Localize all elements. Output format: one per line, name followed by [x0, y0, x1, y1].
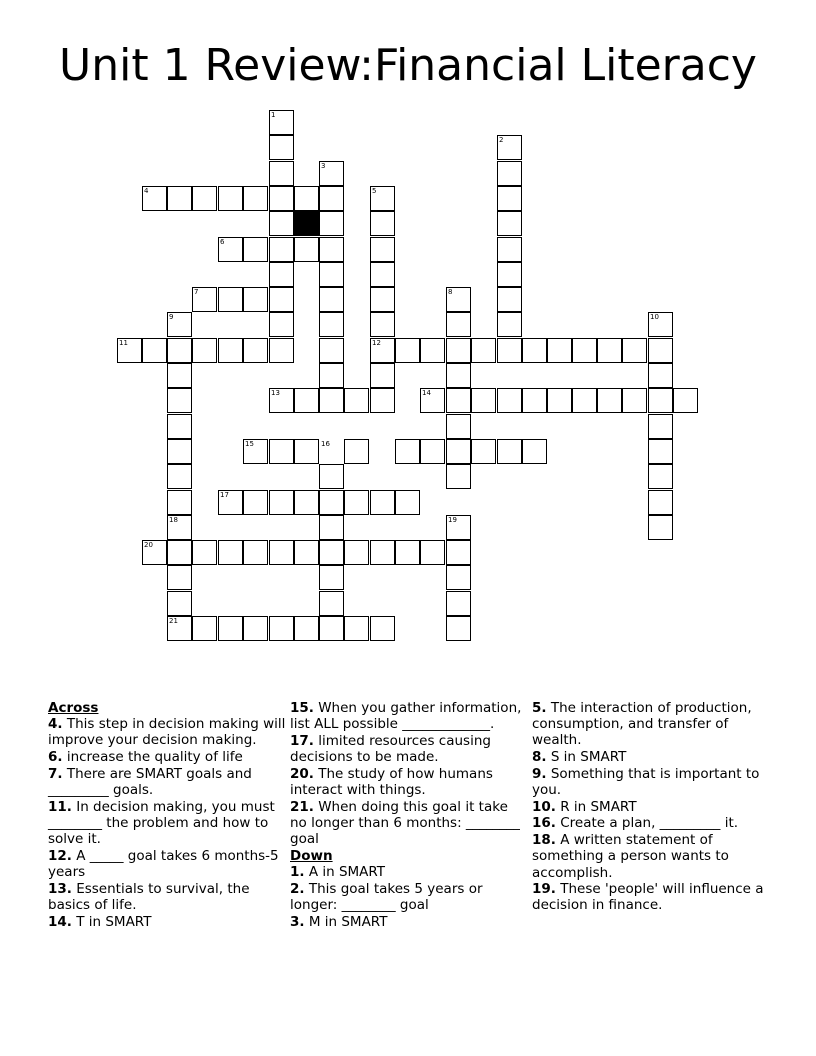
- grid-cell[interactable]: [269, 287, 294, 312]
- grid-cell[interactable]: [167, 464, 192, 489]
- clue-text: Create a plan, _________ it.: [555, 815, 739, 832]
- down-clue: [290, 864, 522, 880]
- grid-cell[interactable]: [319, 262, 344, 287]
- grid-cell[interactable]: [497, 287, 522, 312]
- clue-number: 8.: [532, 749, 547, 766]
- grid-cell[interactable]: [597, 338, 622, 363]
- grid-cell[interactable]: [319, 515, 344, 540]
- grid-cell[interactable]: [319, 363, 344, 388]
- grid-cell[interactable]: [446, 338, 471, 363]
- clue-number: 2.: [290, 880, 305, 897]
- clue-number-label: 9: [169, 313, 174, 321]
- clue-text: S in SMART: [546, 749, 627, 766]
- across-clue: [48, 848, 288, 880]
- grid-cell[interactable]: [319, 388, 344, 413]
- grid-cell[interactable]: [446, 591, 471, 616]
- clue-number: 20.: [290, 765, 314, 782]
- grid-cell[interactable]: [269, 490, 294, 515]
- grid-cell[interactable]: [243, 490, 268, 515]
- grid-cell[interactable]: [597, 388, 622, 413]
- clue-number: 21.: [290, 798, 314, 815]
- grid-cell[interactable]: [344, 388, 369, 413]
- grid-cell[interactable]: [269, 237, 294, 262]
- clue-number: 4.: [48, 716, 63, 733]
- grid-cell[interactable]: [192, 186, 217, 211]
- down-heading: Down: [290, 847, 333, 864]
- across-clue: [290, 799, 522, 848]
- grid-cell[interactable]: [294, 388, 319, 413]
- grid-cell[interactable]: [497, 237, 522, 262]
- page-title: Unit 1 Review:Financial Literacy: [59, 40, 757, 91]
- clue-text: A _____ goal takes 6 months-5 years: [48, 847, 279, 881]
- grid-cell[interactable]: [446, 363, 471, 388]
- grid-cell[interactable]: [522, 439, 547, 464]
- grid-cell[interactable]: [446, 540, 471, 565]
- grid-cell[interactable]: [471, 388, 496, 413]
- grid-cell[interactable]: [471, 338, 496, 363]
- grid-cell[interactable]: [395, 439, 420, 464]
- grid-cell[interactable]: [269, 211, 294, 236]
- grid-cell[interactable]: [192, 540, 217, 565]
- grid-cell[interactable]: [319, 540, 344, 565]
- clue-number-label: 21: [169, 617, 178, 625]
- clue-number: 3.: [290, 913, 305, 930]
- down-clue: [532, 881, 772, 913]
- clue-text: The study of how humans interact with things.: [290, 765, 493, 799]
- grid-cell[interactable]: [471, 439, 496, 464]
- grid-cell[interactable]: [497, 161, 522, 186]
- grid-cell[interactable]: [167, 388, 192, 413]
- grid-cell[interactable]: [370, 363, 395, 388]
- grid-cell[interactable]: [319, 490, 344, 515]
- grid-cell[interactable]: [294, 616, 319, 641]
- clue-text: increase the quality of life: [62, 749, 243, 766]
- grid-cell[interactable]: [167, 591, 192, 616]
- grid-cell[interactable]: [497, 211, 522, 236]
- clue-number-label: 14: [422, 389, 431, 397]
- grid-cell[interactable]: [218, 616, 243, 641]
- grid-cell[interactable]: [269, 338, 294, 363]
- grid-cell[interactable]: [269, 540, 294, 565]
- clue-number: 12.: [48, 847, 72, 864]
- across-clue: [290, 766, 522, 798]
- down-clue: [532, 815, 772, 831]
- grid-cell[interactable]: [192, 338, 217, 363]
- grid-cell[interactable]: [420, 540, 445, 565]
- clue-text: Something that is important to you.: [532, 765, 760, 799]
- grid-cell[interactable]: [319, 565, 344, 590]
- grid-cell[interactable]: [497, 186, 522, 211]
- grid-cell[interactable]: [269, 135, 294, 160]
- grid-cell[interactable]: [192, 616, 217, 641]
- grid-cell[interactable]: [319, 237, 344, 262]
- grid-cell[interactable]: [420, 338, 445, 363]
- clue-text: T in SMART: [71, 913, 152, 930]
- down-clue: [290, 881, 522, 913]
- clues-column-1: [48, 700, 288, 930]
- clue-text: The interaction of production, consumption, and transfer of wealth.: [532, 700, 752, 749]
- grid-cell[interactable]: [673, 388, 698, 413]
- grid-cell[interactable]: [370, 237, 395, 262]
- clue-text: A in SMART: [304, 864, 386, 881]
- grid-cell[interactable]: [218, 287, 243, 312]
- grid-cell[interactable]: [648, 363, 673, 388]
- grid-cell[interactable]: [218, 540, 243, 565]
- grid-cell[interactable]: [269, 312, 294, 337]
- across-clue: [48, 766, 288, 798]
- grid-cell[interactable]: [446, 464, 471, 489]
- grid-cell[interactable]: [446, 414, 471, 439]
- clue-number: 16.: [532, 815, 556, 832]
- grid-cell[interactable]: [218, 338, 243, 363]
- clue-number: 13.: [48, 880, 72, 897]
- clues-column-3: [532, 700, 772, 914]
- clue-text: These 'people' will influence a decision in finance.: [532, 881, 764, 914]
- down-clue: [290, 914, 522, 930]
- grid-cell[interactable]: [497, 439, 522, 464]
- grid-cell[interactable]: [446, 388, 471, 413]
- clue-number-label: 6: [220, 238, 225, 246]
- grid-cell[interactable]: [648, 515, 673, 540]
- grid-cell[interactable]: [294, 237, 319, 262]
- grid-cell[interactable]: [395, 540, 420, 565]
- clue-number-label: 7: [194, 288, 199, 296]
- grid-cell[interactable]: [167, 439, 192, 464]
- across-heading: Across: [48, 700, 99, 716]
- grid-cell[interactable]: [522, 338, 547, 363]
- grid-cell[interactable]: [370, 490, 395, 515]
- grid-cell[interactable]: [420, 439, 445, 464]
- clues-column-2: [290, 700, 522, 930]
- grid-cell[interactable]: [547, 388, 572, 413]
- grid-cell[interactable]: [344, 616, 369, 641]
- grid-cell[interactable]: [269, 439, 294, 464]
- grid-cell[interactable]: [269, 186, 294, 211]
- grid-cell[interactable]: [370, 211, 395, 236]
- clue-number: 15.: [290, 700, 314, 716]
- clue-number-label: 2: [499, 136, 504, 144]
- grid-cell[interactable]: [497, 388, 522, 413]
- clue-text: A written statement of something a person wants to accomplish.: [532, 832, 729, 881]
- clue-number-label: 8: [448, 288, 453, 296]
- grid-cell[interactable]: [243, 338, 268, 363]
- grid-cell[interactable]: [648, 388, 673, 413]
- grid-cell[interactable]: [319, 464, 344, 489]
- clue-number-label: 17: [220, 491, 229, 499]
- grid-cell[interactable]: [370, 312, 395, 337]
- clue-number-label: 3: [321, 162, 326, 170]
- across-clue: [48, 914, 288, 930]
- clue-number: 9.: [532, 765, 547, 782]
- grid-cell[interactable]: [395, 338, 420, 363]
- grid-cell[interactable]: [648, 464, 673, 489]
- grid-cell[interactable]: [243, 237, 268, 262]
- across-clue: [48, 881, 288, 913]
- clue-number-label: 4: [144, 187, 149, 195]
- clue-text: When you gather information, list ALL possible _____________.: [290, 700, 522, 733]
- clue-number-label: 5: [372, 187, 377, 195]
- grid-cell[interactable]: [167, 186, 192, 211]
- grid-cell[interactable]: [269, 161, 294, 186]
- grid-cell[interactable]: [370, 540, 395, 565]
- grid-cell[interactable]: [294, 186, 319, 211]
- clue-text: Essentials to survival, the basics of life.: [48, 880, 250, 913]
- grid-cell[interactable]: [294, 540, 319, 565]
- down-clue: [532, 799, 772, 815]
- across-clue: [290, 733, 522, 765]
- clue-text: This step in decision making will improve your decision making.: [48, 716, 286, 749]
- grid-cell[interactable]: [446, 565, 471, 590]
- grid-cell[interactable]: [344, 540, 369, 565]
- grid-cell[interactable]: [269, 262, 294, 287]
- grid-cell[interactable]: [167, 414, 192, 439]
- down-clue: [532, 700, 772, 749]
- grid-cell[interactable]: [344, 490, 369, 515]
- clue-number-label: 12: [372, 339, 381, 347]
- grid-cell[interactable]: [294, 490, 319, 515]
- grid-cell[interactable]: [370, 388, 395, 413]
- clue-number-label: 20: [144, 541, 153, 549]
- grid-cell[interactable]: [370, 262, 395, 287]
- grid-cell[interactable]: [370, 287, 395, 312]
- clue-text: This goal takes 5 years or longer: ________ goal: [290, 880, 483, 913]
- clue-text: There are SMART goals and _________ goals.: [48, 765, 252, 799]
- grid-cell[interactable]: [497, 338, 522, 363]
- across-clue: [48, 716, 288, 748]
- clue-text: When doing this goal it take no longer than 6 months: ________ goal: [290, 798, 520, 848]
- grid-cell[interactable]: [622, 388, 647, 413]
- grid-cell[interactable]: [319, 186, 344, 211]
- grid-cell[interactable]: [319, 312, 344, 337]
- clue-number: 18.: [532, 832, 556, 849]
- down-clue: [532, 766, 772, 798]
- grid-cell[interactable]: [648, 338, 673, 363]
- grid-cell[interactable]: [243, 616, 268, 641]
- clue-number: 5.: [532, 700, 547, 716]
- clue-number: 6.: [48, 749, 63, 766]
- across-clue: [48, 749, 288, 765]
- across-clue: [290, 700, 522, 732]
- down-clue: [532, 832, 772, 881]
- grid-cell[interactable]: [622, 338, 647, 363]
- down-clue: [532, 749, 772, 765]
- clue-number-label: 10: [650, 313, 659, 321]
- grid-cell[interactable]: [522, 388, 547, 413]
- grid-cell[interactable]: [648, 414, 673, 439]
- grid-cell[interactable]: [319, 338, 344, 363]
- grid-cell[interactable]: [446, 312, 471, 337]
- grid-cell[interactable]: [572, 388, 597, 413]
- grid-cell[interactable]: [319, 616, 344, 641]
- clue-number-label: 1: [271, 111, 276, 119]
- clue-number: 10.: [532, 798, 556, 815]
- across-clue: [48, 799, 288, 848]
- grid-cell[interactable]: [142, 338, 167, 363]
- grid-cell[interactable]: [572, 338, 597, 363]
- grid-cell[interactable]: [497, 312, 522, 337]
- clue-number-label: 11: [119, 339, 128, 347]
- grid-cell[interactable]: [167, 565, 192, 590]
- clue-number: 1.: [290, 864, 305, 881]
- grid-cell[interactable]: [167, 490, 192, 515]
- clue-text: R in SMART: [555, 798, 637, 815]
- grid-cell[interactable]: [319, 591, 344, 616]
- grid-cell[interactable]: [319, 287, 344, 312]
- clue-number-label: 16: [321, 440, 330, 448]
- clue-text: In decision making, you must ________ the problem and how to solve it.: [48, 798, 275, 848]
- grid-cell[interactable]: [294, 439, 319, 464]
- grid-cell[interactable]: [497, 262, 522, 287]
- grid-cell[interactable]: [648, 490, 673, 515]
- grid-cell[interactable]: [547, 338, 572, 363]
- clue-number: 17.: [290, 732, 314, 749]
- grid-cell[interactable]: [370, 616, 395, 641]
- clue-number: 19.: [532, 881, 556, 898]
- grid-cell[interactable]: [167, 540, 192, 565]
- grid-cell[interactable]: [319, 211, 344, 236]
- clue-number: 11.: [48, 798, 72, 815]
- grid-cell[interactable]: [269, 616, 294, 641]
- clue-text: M in SMART: [304, 913, 388, 930]
- clue-number-label: 13: [271, 389, 280, 397]
- clue-text: limited resources causing decisions to be made.: [290, 732, 491, 766]
- grid-cell[interactable]: [167, 363, 192, 388]
- clue-number: 7.: [48, 765, 63, 782]
- grid-cell[interactable]: [648, 439, 673, 464]
- grid-cell[interactable]: [243, 287, 268, 312]
- grid-cell[interactable]: [395, 490, 420, 515]
- grid-cell[interactable]: [243, 540, 268, 565]
- grid-cell[interactable]: [218, 186, 243, 211]
- grid-cell[interactable]: [167, 338, 192, 363]
- grid-cell[interactable]: [446, 616, 471, 641]
- grid-cell[interactable]: [243, 186, 268, 211]
- clue-number-label: 18: [169, 516, 178, 524]
- grid-cell[interactable]: [294, 211, 319, 236]
- clue-number-label: 15: [245, 440, 254, 448]
- grid-cell[interactable]: [344, 439, 369, 464]
- grid-cell[interactable]: [446, 439, 471, 464]
- clue-number: 14.: [48, 913, 72, 930]
- clue-number-label: 19: [448, 516, 457, 524]
